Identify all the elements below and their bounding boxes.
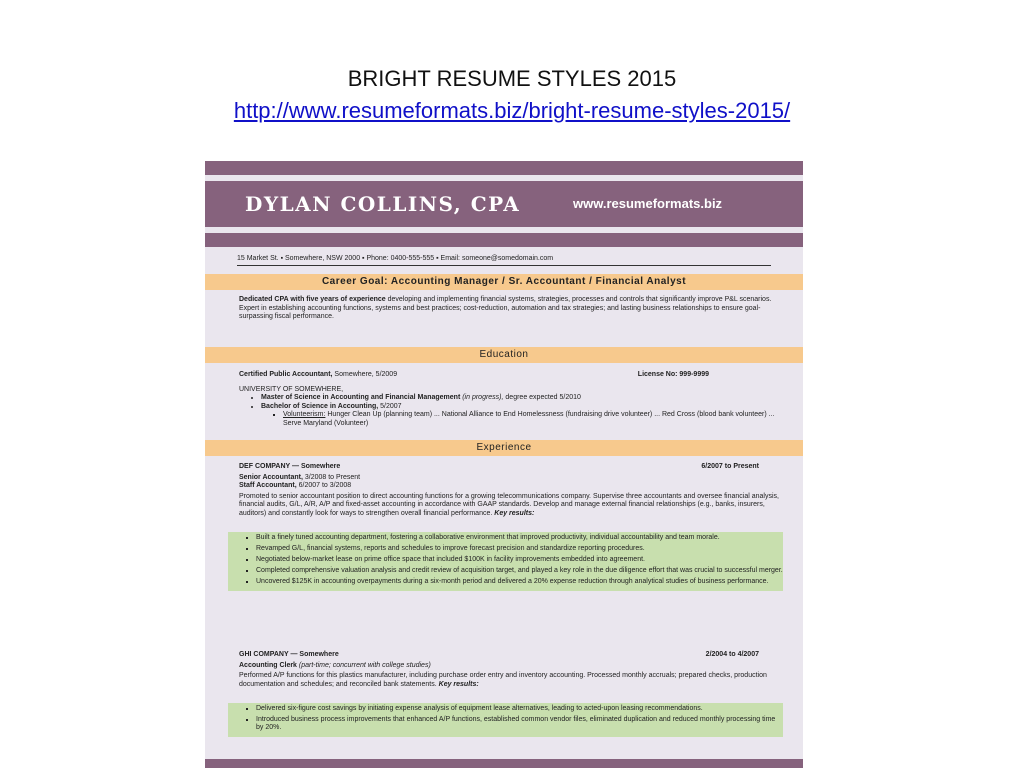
job1-dates: 6/2007 to Present xyxy=(701,463,759,470)
job2-description: Performed A/P functions for this plastics manufacturer, including purchase order entry and inventory accounting. Processed monthly accruals; prepared checks, production documentation and schedules; and reconciled bank statements. Key results: xyxy=(239,672,767,688)
volunteer-list xyxy=(261,411,779,428)
name-bar xyxy=(205,181,803,227)
volunteer-item: ▪ Volunteerism: Hunger Clean Up (planning team) ... National Alliance to End Homelessness (fundraising drive volunteer) ... Red Cross (blood bank volunteer) ... Serve Maryland (Volunteer) xyxy=(283,411,779,428)
degree-item: • Bachelor of Science in Accounting, 5/2007 ▪ Volunteerism: Hunger Clean Up (planning team) ... National Alliance to End Homelessness (fundraising drive volunteer) ... Red Cross (blood bank volunteer) ... Serve Maryland (Volunteer) xyxy=(261,403,779,429)
job1-title1: Senior Accountant, 3/2008 to Present xyxy=(239,473,361,481)
slide-link[interactable]: http://www.resumeformats.biz/bright-resume-styles-2015/ xyxy=(233,98,791,123)
job1-description: Promoted to senior accountant position to direct accounting functions for a growing telecommunications company. Supervise three accountants and oversee financial analysis, financial audits, G/L, A/R, A/P and fixed-asset accounting in accordance with GAAP standards. Develop and manage external financial relationships (e.g., banks, insurers, auditors) and constantly look for ways to strengthen overall financial performance. Key results: xyxy=(239,492,779,517)
result-item: ▪ Built a finely tuned accounting department, fostering a collaborative environment that improved productivity, individual accountability and team morale. xyxy=(256,534,783,542)
job2-company: GHI COMPANY — Somewhere xyxy=(239,651,339,658)
job2-header xyxy=(239,651,779,689)
degree-item: • Master of Science in Accounting and Financial Management (in progress), degree expected 5/2010 xyxy=(261,394,779,403)
second-band xyxy=(205,233,803,247)
cert-detail: Somewhere, 5/2009 xyxy=(332,371,398,378)
education-heading: Education xyxy=(205,347,803,363)
education-block xyxy=(239,371,779,428)
result-item: ▪ Completed comprehensive valuation analysis and credit review of acquisition target, and played a key role in the due diligence effort that was crucial to successful merger. xyxy=(256,567,783,575)
university-name: UNIVERSITY OF SOMEWHERE, xyxy=(239,385,344,393)
job1-results-box xyxy=(228,532,783,591)
summary-paragraph xyxy=(239,296,779,322)
resume-image xyxy=(205,161,803,768)
job2-title: Accounting Clerk (part-time; concurrent with college studies) xyxy=(239,661,431,669)
certification-row xyxy=(239,371,779,380)
job2-results-list xyxy=(228,705,783,732)
job2-dates: 2/2004 to 4/2007 xyxy=(705,651,759,658)
license-number: License No: 999-9999 xyxy=(637,371,709,378)
resume-website: www.resumeformats.biz xyxy=(573,196,723,211)
result-item: ▪ Introduced business process improvements that enhanced A/P functions, established common vendor files, eliminated duplication and reduced monthly processing time by 20%. xyxy=(256,716,783,732)
degree-list xyxy=(239,394,779,428)
job1-results-list xyxy=(228,534,783,586)
job1-header xyxy=(239,463,779,518)
cert-title: Certified Public Accountant, xyxy=(239,371,333,378)
job2-results-box xyxy=(228,703,783,737)
resume-name: DYLAN COLLINS, CPA xyxy=(245,192,521,216)
result-item: ▪ Delivered six-figure cost savings by initiating expense analysis of equipment lease alternatives, leading to acted-upon leasing recommendations. xyxy=(256,705,783,713)
bottom-band xyxy=(205,759,803,768)
summary-text: developing and implementing financial systems, strategies, processes and controls that significantly improve P&L scenarios. Expert in establishing accounting functions, systems and best practices; cost-reduction, automation and tax strategies; and lasting business relationships to ensure goal-surpassing fiscal performance. xyxy=(239,296,772,320)
result-item: ▪ Revamped G/L, financial systems, reports and schedules to improve forecast precision and standardize reporting procedures. xyxy=(256,545,783,553)
contact-line: 15 Market St. ▪ Somewhere, NSW 2000 ▪ Phone: 0400-555-555 ▪ Email: someone@somedomain.com xyxy=(237,255,771,266)
result-item: ▪ Uncovered $125K in accounting overpayments during a six-month period and delivered a 20% expense reduction through analytical studies of business performance. xyxy=(256,578,783,586)
top-band xyxy=(205,161,803,175)
experience-heading: Experience xyxy=(205,440,803,456)
job1-title2: Staff Accountant, 6/2007 to 3/2008 xyxy=(239,482,352,489)
result-item: ▪ Negotiated below-market lease on prime office space that included $100K in facility improvements embedded into agreement. xyxy=(256,556,783,564)
summary-lead: Dedicated CPA with five years of experience xyxy=(239,296,386,303)
career-goal-heading: Career Goal: Accounting Manager / Sr. Accountant / Financial Analyst xyxy=(205,274,803,290)
slide-title: BRIGHT RESUME STYLES 2015 xyxy=(347,66,677,91)
job1-company: DEF COMPANY — Somewhere xyxy=(239,463,341,470)
